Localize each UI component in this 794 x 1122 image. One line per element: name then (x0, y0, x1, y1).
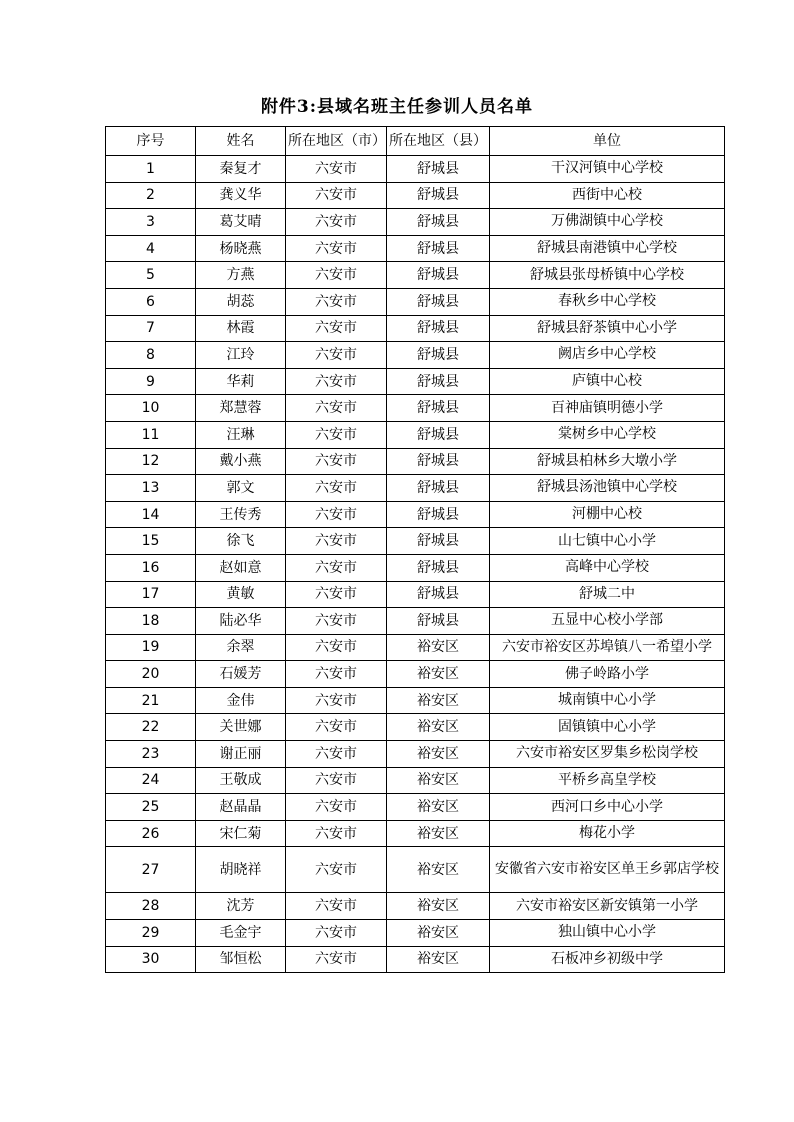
cell-index: 26 (106, 820, 196, 847)
roster-body (106, 156, 725, 973)
table-row (106, 714, 725, 741)
table-row (106, 528, 725, 555)
cell-index: 24 (106, 767, 196, 794)
cell-city: 六安市 (286, 235, 387, 262)
cell-unit: 干汉河镇中心学校 (490, 156, 725, 183)
cell-name: 林霞 (196, 315, 286, 342)
table-row (106, 209, 725, 236)
cell-city: 六安市 (286, 767, 387, 794)
cell-index: 16 (106, 554, 196, 581)
cell-county: 舒城县 (387, 554, 490, 581)
table-row (106, 893, 725, 920)
cell-county: 裕安区 (387, 920, 490, 947)
table-row (106, 288, 725, 315)
cell-unit: 五显中心校小学部 (490, 608, 725, 635)
cell-county: 舒城县 (387, 368, 490, 395)
cell-index: 28 (106, 893, 196, 920)
cell-name: 陆必华 (196, 608, 286, 635)
table-row (106, 421, 725, 448)
cell-unit: 山七镇中心小学 (490, 528, 725, 555)
cell-unit: 舒城县舒茶镇中心小学 (490, 315, 725, 342)
header-county: 所在地区（县） (387, 127, 490, 156)
table-row (106, 634, 725, 661)
cell-city: 六安市 (286, 554, 387, 581)
cell-county: 舒城县 (387, 448, 490, 475)
cell-name: 秦复才 (196, 156, 286, 183)
cell-unit: 百神庙镇明德小学 (490, 395, 725, 422)
cell-city: 六安市 (286, 608, 387, 635)
cell-index: 30 (106, 946, 196, 973)
table-row (106, 156, 725, 183)
cell-index: 3 (106, 209, 196, 236)
cell-name: 关世娜 (196, 714, 286, 741)
table-row (106, 554, 725, 581)
table-row (106, 448, 725, 475)
cell-city: 六安市 (286, 946, 387, 973)
cell-unit: 城南镇中心小学 (490, 687, 725, 714)
cell-city: 六安市 (286, 687, 387, 714)
cell-city: 六安市 (286, 741, 387, 768)
cell-index: 7 (106, 315, 196, 342)
cell-unit: 西河口乡中心小学 (490, 794, 725, 821)
table-row (106, 608, 725, 635)
cell-index: 13 (106, 475, 196, 502)
cell-index: 10 (106, 395, 196, 422)
cell-unit: 舒城县南港镇中心学校 (490, 235, 725, 262)
cell-unit: 平桥乡高皇学校 (490, 767, 725, 794)
cell-city: 六安市 (286, 368, 387, 395)
cell-city: 六安市 (286, 893, 387, 920)
cell-unit: 安徽省六安市裕安区单王乡郭店学校 (490, 847, 725, 893)
cell-index: 14 (106, 501, 196, 528)
cell-county: 舒城县 (387, 156, 490, 183)
cell-name: 方燕 (196, 262, 286, 289)
cell-index: 11 (106, 421, 196, 448)
cell-unit: 春秋乡中心学校 (490, 288, 725, 315)
cell-city: 六安市 (286, 714, 387, 741)
cell-county: 裕安区 (387, 714, 490, 741)
cell-city: 六安市 (286, 156, 387, 183)
cell-index: 1 (106, 156, 196, 183)
cell-index: 29 (106, 920, 196, 947)
cell-index: 25 (106, 794, 196, 821)
cell-county: 裕安区 (387, 767, 490, 794)
table-row (106, 368, 725, 395)
cell-city: 六安市 (286, 920, 387, 947)
cell-unit: 舒城县柏林乡大墩小学 (490, 448, 725, 475)
cell-city: 六安市 (286, 262, 387, 289)
cell-city: 六安市 (286, 209, 387, 236)
cell-city: 六安市 (286, 501, 387, 528)
cell-name: 赵如意 (196, 554, 286, 581)
cell-county: 裕安区 (387, 634, 490, 661)
cell-city: 六安市 (286, 661, 387, 688)
cell-county: 裕安区 (387, 820, 490, 847)
cell-unit: 六安市裕安区罗集乡松岗学校 (490, 741, 725, 768)
cell-county: 裕安区 (387, 794, 490, 821)
cell-index: 8 (106, 342, 196, 369)
cell-index: 20 (106, 661, 196, 688)
table-row (106, 794, 725, 821)
cell-county: 舒城县 (387, 475, 490, 502)
table-row (106, 741, 725, 768)
cell-name: 余翠 (196, 634, 286, 661)
cell-index: 5 (106, 262, 196, 289)
table-row (106, 946, 725, 973)
cell-name: 胡蕊 (196, 288, 286, 315)
cell-name: 郑慧蓉 (196, 395, 286, 422)
cell-unit: 西街中心校 (490, 182, 725, 209)
cell-unit: 固镇镇中心小学 (490, 714, 725, 741)
cell-unit: 阙店乡中心学校 (490, 342, 725, 369)
table-row (106, 235, 725, 262)
cell-index: 17 (106, 581, 196, 608)
cell-index: 18 (106, 608, 196, 635)
cell-unit: 石板冲乡初级中学 (490, 946, 725, 973)
cell-unit: 舒城县汤池镇中心学校 (490, 475, 725, 502)
header-name: 姓名 (196, 127, 286, 156)
cell-county: 裕安区 (387, 741, 490, 768)
cell-county: 裕安区 (387, 661, 490, 688)
cell-county: 舒城县 (387, 528, 490, 555)
cell-city: 六安市 (286, 182, 387, 209)
cell-city: 六安市 (286, 528, 387, 555)
table-row (106, 847, 725, 893)
cell-index: 2 (106, 182, 196, 209)
table-row (106, 501, 725, 528)
cell-unit: 万佛湖镇中心学校 (490, 209, 725, 236)
cell-unit: 舒城县张母桥镇中心学校 (490, 262, 725, 289)
cell-unit: 棠树乡中心学校 (490, 421, 725, 448)
table-row (106, 767, 725, 794)
cell-index: 19 (106, 634, 196, 661)
cell-city: 六安市 (286, 395, 387, 422)
table-row (106, 315, 725, 342)
cell-name: 郭文 (196, 475, 286, 502)
header-city: 所在地区（市） (286, 127, 387, 156)
cell-city: 六安市 (286, 475, 387, 502)
table-row (106, 581, 725, 608)
cell-index: 27 (106, 847, 196, 893)
table-row (106, 687, 725, 714)
cell-name: 毛金宇 (196, 920, 286, 947)
cell-county: 舒城县 (387, 501, 490, 528)
table-row (106, 820, 725, 847)
cell-name: 金伟 (196, 687, 286, 714)
cell-county: 裕安区 (387, 847, 490, 893)
cell-name: 徐飞 (196, 528, 286, 555)
cell-city: 六安市 (286, 581, 387, 608)
cell-county: 裕安区 (387, 687, 490, 714)
cell-county: 舒城县 (387, 288, 490, 315)
cell-unit: 独山镇中心小学 (490, 920, 725, 947)
cell-name: 胡晓祥 (196, 847, 286, 893)
cell-index: 23 (106, 741, 196, 768)
cell-name: 赵晶晶 (196, 794, 286, 821)
cell-index: 4 (106, 235, 196, 262)
cell-name: 宋仁菊 (196, 820, 286, 847)
cell-name: 谢正丽 (196, 741, 286, 768)
table-row (106, 182, 725, 209)
cell-name: 汪琳 (196, 421, 286, 448)
cell-index: 22 (106, 714, 196, 741)
cell-unit: 佛子岭路小学 (490, 661, 725, 688)
cell-name: 黄敏 (196, 581, 286, 608)
cell-city: 六安市 (286, 315, 387, 342)
cell-index: 21 (106, 687, 196, 714)
cell-index: 6 (106, 288, 196, 315)
cell-unit: 六安市裕安区新安镇第一小学 (490, 893, 725, 920)
header-unit: 单位 (490, 127, 725, 156)
cell-index: 9 (106, 368, 196, 395)
cell-index: 12 (106, 448, 196, 475)
cell-city: 六安市 (286, 448, 387, 475)
table-row (106, 920, 725, 947)
cell-county: 舒城县 (387, 342, 490, 369)
cell-city: 六安市 (286, 794, 387, 821)
cell-name: 王传秀 (196, 501, 286, 528)
cell-county: 舒城县 (387, 209, 490, 236)
cell-unit: 梅花小学 (490, 820, 725, 847)
cell-county: 舒城县 (387, 182, 490, 209)
cell-county: 舒城县 (387, 581, 490, 608)
cell-county: 裕安区 (387, 893, 490, 920)
cell-name: 戴小燕 (196, 448, 286, 475)
cell-name: 龚义华 (196, 182, 286, 209)
table-row (106, 661, 725, 688)
cell-name: 邹恒松 (196, 946, 286, 973)
cell-unit: 六安市裕安区苏埠镇八一希望小学 (490, 634, 725, 661)
cell-city: 六安市 (286, 847, 387, 893)
table-row (106, 475, 725, 502)
table-row (106, 262, 725, 289)
cell-city: 六安市 (286, 288, 387, 315)
cell-unit: 河棚中心校 (490, 501, 725, 528)
header-row (106, 127, 725, 156)
cell-name: 江玲 (196, 342, 286, 369)
cell-name: 石媛芳 (196, 661, 286, 688)
cell-county: 舒城县 (387, 315, 490, 342)
cell-city: 六安市 (286, 820, 387, 847)
cell-county: 舒城县 (387, 262, 490, 289)
table-row (106, 395, 725, 422)
cell-county: 舒城县 (387, 608, 490, 635)
cell-county: 舒城县 (387, 235, 490, 262)
cell-unit: 庐镇中心校 (490, 368, 725, 395)
cell-city: 六安市 (286, 421, 387, 448)
cell-city: 六安市 (286, 342, 387, 369)
header-index: 序号 (106, 127, 196, 156)
cell-unit: 舒城二中 (490, 581, 725, 608)
table-row (106, 342, 725, 369)
cell-name: 葛艾晴 (196, 209, 286, 236)
cell-name: 杨晓燕 (196, 235, 286, 262)
cell-county: 舒城县 (387, 395, 490, 422)
roster-table (105, 126, 725, 973)
document-title: 附件3:县域名班主任参训人员名单 (260, 97, 534, 117)
cell-index: 15 (106, 528, 196, 555)
cell-unit: 高峰中心学校 (490, 554, 725, 581)
cell-county: 舒城县 (387, 421, 490, 448)
cell-name: 王敬成 (196, 767, 286, 794)
cell-name: 华莉 (196, 368, 286, 395)
cell-name: 沈芳 (196, 893, 286, 920)
cell-city: 六安市 (286, 634, 387, 661)
cell-county: 裕安区 (387, 946, 490, 973)
